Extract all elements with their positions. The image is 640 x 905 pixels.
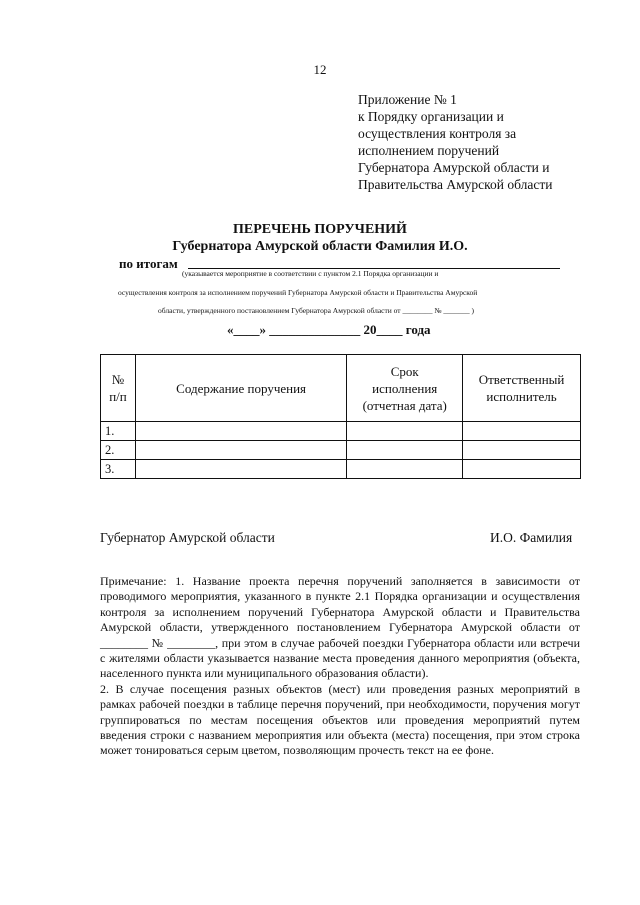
document-subtitle: Губернатора Амурской области Фамилия И.О. <box>172 239 468 254</box>
header-deadline: Срок исполнения (отчетная дата) <box>347 355 463 422</box>
note-paragraph: 2. В случае посещения разных объектов (мест) или проведения разных мероприятий в рамках рабочей поездки в таблице перечня поручений, при необходимости, поручения могут группироваться по местам посещения объектов или проведения мероприятий путем введения строки с названием мероприятия или объекта (места) посещения, при этом строка может тонироваться серым цветом, позволяющим прочесть текст на ее фоне. <box>100 681 580 758</box>
signature-name: И.О. Фамилия <box>490 530 573 545</box>
notes-block <box>100 574 580 759</box>
row-number: 1. <box>101 422 136 441</box>
itogam-note-line: осуществления контроля за исполнением поручений Губернатора Амурской области и Правительства Амурской <box>118 288 478 297</box>
document-title: ПЕРЕЧЕНЬ ПОРУЧЕНИЙ <box>233 222 407 237</box>
row-cell[interactable] <box>347 441 463 460</box>
table-row <box>101 422 581 441</box>
row-number: 2. <box>101 441 136 460</box>
appendix-block <box>358 91 598 193</box>
signature-position: Губернатор Амурской области <box>100 530 275 545</box>
appendix-line: к Порядку организации и <box>358 109 504 124</box>
row-cell[interactable] <box>135 441 346 460</box>
row-cell[interactable] <box>347 422 463 441</box>
appendix-line: Правительства Амурской области <box>358 177 553 192</box>
note-paragraph: Примечание: 1. Название проекта перечня поручений заполняется в зависимости от проводимого мероприятия, указанного в пункте 2.1 Порядка организации и осуществления контроля за исполнением поручений Губернатора Амурской области и Правительства Амурской области, утвержденного постановлением Губернатора Амурской области от ________ № ________, при этом в случае рабочей поездки Губернатора области или встречи с жителями области указывается название места проведения данного мероприятия (объекта, населенного пункта или муниципального образования области). <box>100 574 580 681</box>
row-number: 3. <box>101 460 136 479</box>
itogam-label: по итогам <box>119 256 178 271</box>
assignments-table <box>100 354 581 479</box>
row-cell[interactable] <box>463 460 581 479</box>
date-line: «____» ______________ 20____ года <box>227 322 431 337</box>
itogam-note-line: области, утвержденного постановлением Губернатора Амурской области от ________ № _______ ) <box>158 306 474 315</box>
header-num: № п/п <box>101 355 136 422</box>
header-responsible: Ответственный исполнитель <box>463 355 581 422</box>
page-number: 12 <box>313 62 327 77</box>
row-cell[interactable] <box>347 460 463 479</box>
appendix-line: Губернатора Амурской области и <box>358 160 550 175</box>
table-row <box>101 460 581 479</box>
header-content: Содержание поручения <box>135 355 346 422</box>
table-row <box>101 441 581 460</box>
row-cell[interactable] <box>463 441 581 460</box>
row-cell[interactable] <box>135 422 346 441</box>
appendix-line: исполнением поручений <box>358 143 500 158</box>
appendix-line: Приложение № 1 <box>358 92 457 107</box>
row-cell[interactable] <box>463 422 581 441</box>
table-header-row <box>101 355 581 422</box>
itogam-note-line: (указывается мероприятие в соответствии с пунктом 2.1 Порядка организации и <box>182 269 439 278</box>
appendix-line: осуществления контроля за <box>358 126 517 141</box>
row-cell[interactable] <box>135 460 346 479</box>
